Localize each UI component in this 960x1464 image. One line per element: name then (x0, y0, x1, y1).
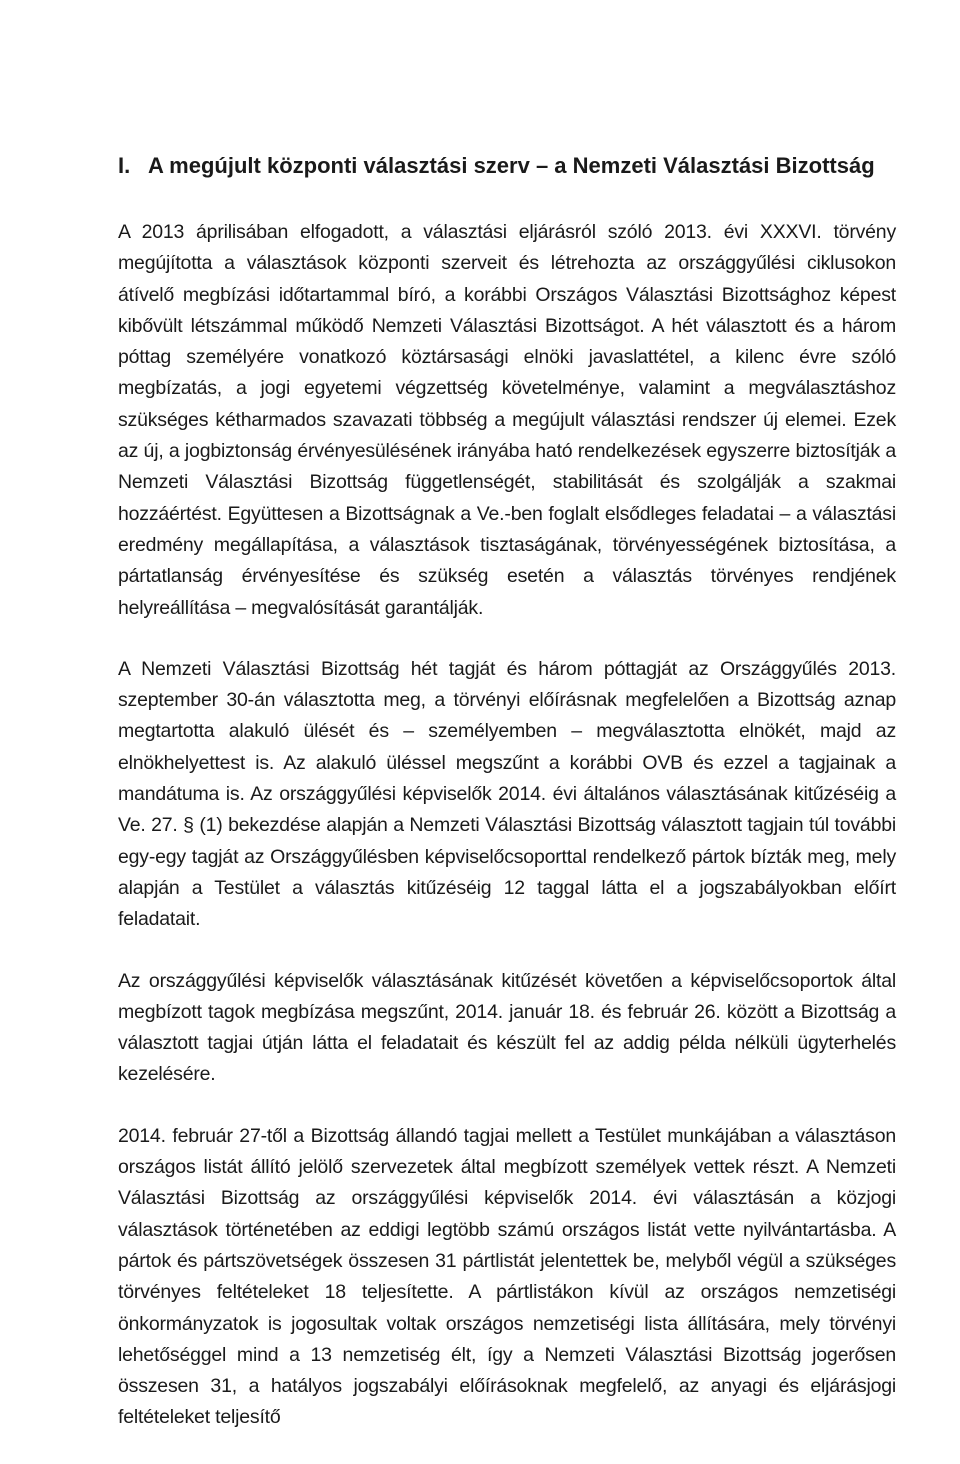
section-number: I. (118, 153, 131, 178)
section-title: A megújult központi választási szerv – a Nemzeti Választási Bizottság (148, 153, 875, 178)
paragraph-1: A 2013 áprilisában elfogadott, a választási eljárásról szóló 2013. évi XXXVI. törvény megújította a választások központi szerveit és létrehozta az országgyűlési ciklusokon átívelő megbízási időtartammal bíró, a korábbi Országos Választási Bizottsághoz képest kibővült létszámmal működő Nemzeti Választási Bizottságot. A hét választott és a három póttag személyére vonatkozó köztársasági elnöki javaslattétel, a kilenc évre szóló megbízatás, a jogi egyetemi végzettség követelménye, valamint a megválasztáshoz szükséges kétharmados szavazati többség a megújult választási rendszer új elemei. Ezek az új, a jogbiztonság érvényesülésének irányába ható rendelkezések egyszerre biztosítják a Nemzeti Választási Bizottság függetlenségét, stabilitását és szolgálják a szakmai hozzáértést. Együttesen a Bizottságnak a Ve.-ben foglalt elsődleges feladatai – a választási eredmény megállapítása, a választások tisztaságának, törvényességének biztosítása, a pártatlanság érvényesítése és szükség esetén a választás törvényes rendjének helyreállítása – megvalósítását garantálják. (118, 221, 896, 619)
paragraph-3: Az országgyűlési képviselők választásának kitűzését követően a képviselőcsoportok által megbízott tagok megbízása megszűnt, 2014. január 18. és február 26. között a Bizottság a választott tagjai útján látta el feladatait és készült fel az addig példa nélküli ügyterhelés kezelésére. (118, 969, 896, 1086)
section-heading (118, 150, 896, 181)
paragraph-2: A Nemzeti Választási Bizottság hét tagját és három póttagját az Országgyűlés 2013. szeptember 30-án választotta meg, a törvényi előírásnak megfelelően a Bizottság aznap megtartotta alakuló ülését és – személyemben – megválasztotta elnökét, majd az elnökhelyettest is. Az alakuló üléssel megszűnt a korábbi OVB és ezzel a tagjainak a mandátuma is. Az országgyűlési képviselők 2014. évi általános választásának kitűzéséig a Ve. 27. § (1) bekezdése alapján a Nemzeti Választási Bizottság választott tagjain túl további egy-egy tagját az Országgyűlésben képviselőcsoporttal rendelkező pártok bízták meg, mely alapján a Testület a választás kitűzéséig 12 taggal látta el a jogszabályokban előírt feladatait. (118, 657, 896, 931)
paragraph-4: 2014. február 27-től a Bizottság állandó tagjai mellett a Testület munkájában a választáson országos listát állító jelölő szervezetek által megbízott személyek vettek részt. A Nemzeti Választási Bizottság az országgyűlési képviselők 2014. évi választásán a közjogi választások történetében az eddigi legtöbb számú országos listát vette nyilvántartásba. A pártok és pártszövetségek összesen 31 pártlistát jelentettek be, melyből végül a szükséges törvényes feltételeket 18 teljesítette. A pártlistákon kívül az országos nemzetiségi önkormányzatok is jogosultak voltak országos nemzetiségi lista állítására, mely törvényi lehetőséggel mind a 13 nemzetiség élt, így a Nemzeti Választási Bizottság jogerősen összesen 31, a hatályos jogszabályi előírásoknak megfelelő, az anyagi és eljárásjogi feltételeket teljesítő (118, 1124, 896, 1429)
document-page (118, 150, 896, 1464)
